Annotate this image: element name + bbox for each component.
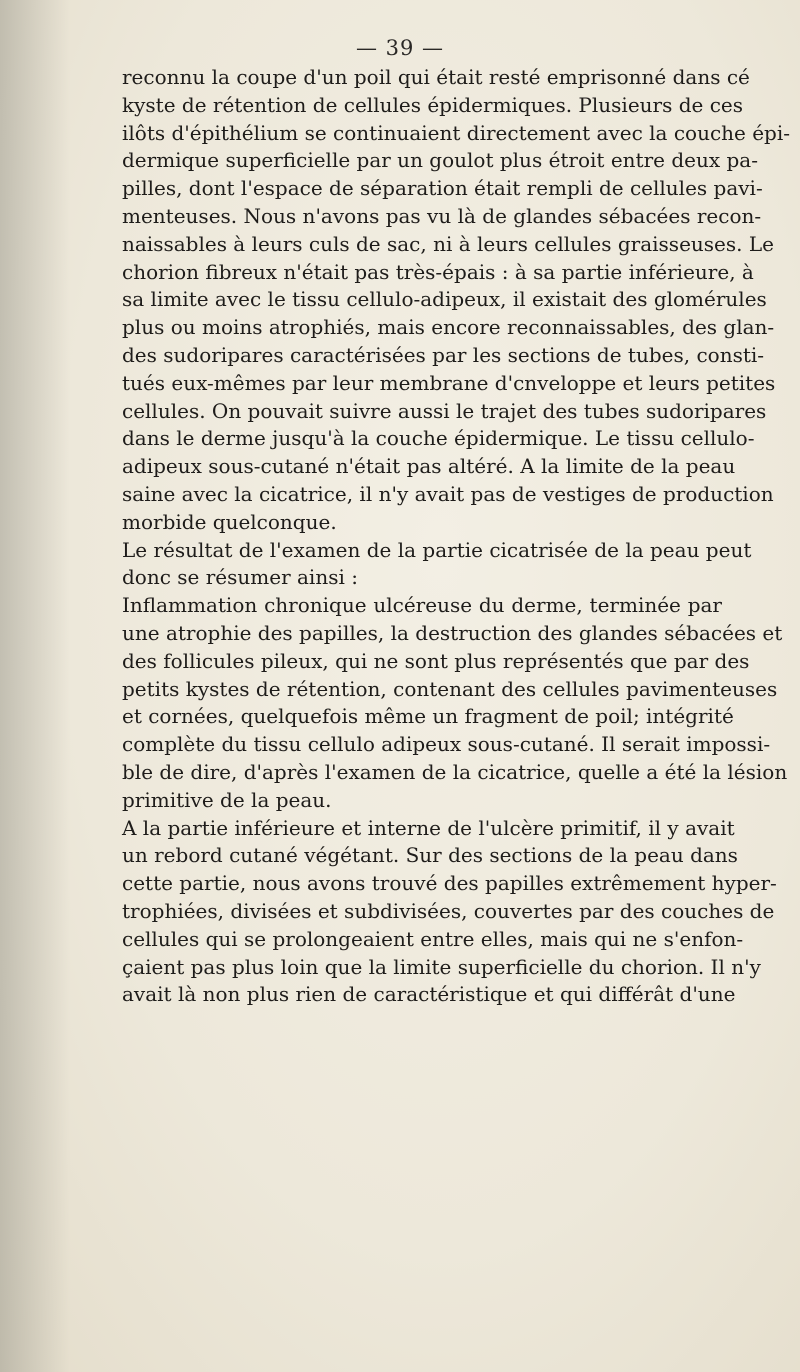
page-number: — 39 — (355, 36, 445, 60)
text-line: cette partie, nous avons trouvé des papilles extrêmement hyper- (122, 871, 777, 896)
text-line: naissables à leurs culs de sac, ni à leurs cellules graisseuses. Le (122, 231, 774, 256)
text-line: reconnu la coupe d'un poil qui était resté emprisonné dans cé (122, 65, 750, 89)
text-line: avait là non plus rien de caractéristique et qui différât d'une (122, 982, 736, 1007)
text-line: plus ou moins atrophiés, mais encore reconnaissables, des glan- (122, 315, 775, 340)
paragraph (122, 592, 788, 814)
text-line: donc se résumer ainsi : (122, 565, 358, 590)
text-line: petits kystes de rétention, contenant des cellules pavimenteuses (122, 676, 778, 701)
text-line: dermique superficielle par un goulot plus étroit entre deux pa- (122, 148, 758, 173)
text-line: kyste de rétention de cellules épidermiques. Plusieurs de ces (122, 92, 744, 117)
text-line: morbide quelconque. (122, 509, 337, 534)
text-line: des sudoripares caractérisées par les sections de tubes, consti- (122, 342, 765, 367)
text-line: menteuses. Nous n'avons pas vu là de glandes sébacées recon- (122, 203, 762, 228)
text-line: Le résultat de l'examen de la partie cicatrisée de la peau peut (122, 537, 752, 562)
text-line: saine avec la cicatrice, il n'y avait pas de vestiges de production (122, 481, 774, 506)
text-line: un rebord cutané végétant. Sur des sections de la peau dans (122, 843, 738, 868)
text-line: primitive de la peau. (122, 787, 332, 812)
text-line: pilles, dont l'espace de séparation était rempli de cellules pavi- (122, 176, 763, 201)
binding-shadow (0, 0, 70, 1372)
text-line: ilôts d'épithélium se continuaient directement avec la couche épi- (122, 120, 791, 145)
text-line: sa limite avec le tissu cellulo-adipeux, il existait des glomérules (122, 287, 767, 312)
text-line: complète du tissu cellulo adipeux sous-cutané. Il serait impossi- (122, 732, 771, 757)
text-line: ble de dire, d'après l'examen de la cicatrice, quelle a été la lésion (122, 759, 788, 784)
text-line: cellules qui se prolongeaient entre elles, mais qui ne s'enfon- (122, 926, 744, 951)
paragraph (122, 815, 777, 1010)
text-line: tués eux-mêmes par leur membrane d'cnveloppe et leurs petites (122, 370, 776, 395)
text-line: trophiées, divisées et subdivisées, couvertes par des couches de (122, 898, 775, 923)
paragraph (122, 64, 791, 537)
text-line: et cornées, quelquefois même un fragment de poil; intégrité (122, 704, 734, 729)
text-line: chorion fibreux n'était pas très-épais : à sa partie inférieure, à (122, 259, 754, 284)
paragraph (122, 537, 752, 593)
text-line: çaient pas plus loin que la limite superficielle du chorion. Il n'y (122, 954, 761, 979)
text-line: cellules. On pouvait suivre aussi le trajet des tubes sudoripares (122, 398, 767, 423)
text-line: des follicules pileux, qui ne sont plus représentés que par des (122, 648, 750, 673)
text-line: adipeux sous-cutané n'était pas altéré. A la limite de la peau (122, 454, 736, 479)
body-text (122, 64, 791, 1009)
text-line: dans le derme jusqu'à la couche épidermique. Le tissu cellulo- (122, 426, 755, 451)
text-line: une atrophie des papilles, la destruction des glandes sébacées et (122, 620, 783, 645)
text-line: A la partie inférieure et interne de l'ulcère primitif, il y avait (122, 815, 735, 840)
text-line: Inflammation chronique ulcéreuse du derme, terminée par (122, 593, 722, 618)
